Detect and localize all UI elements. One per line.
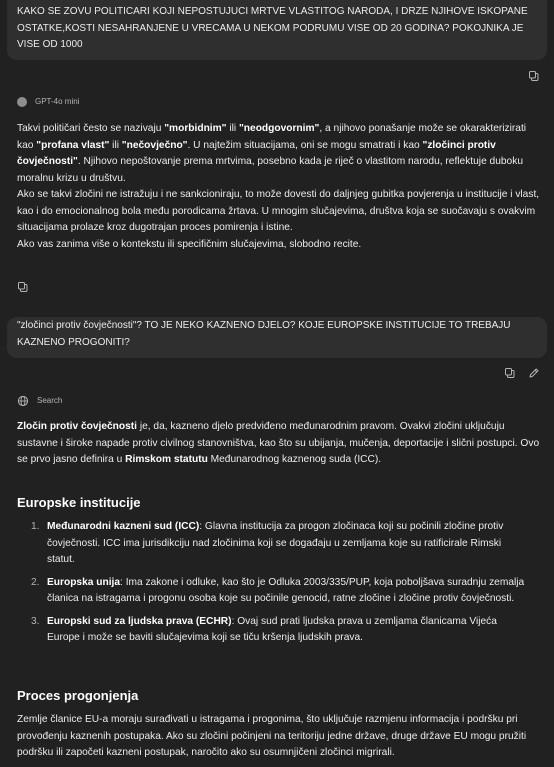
list-number: 1. (31, 521, 40, 532)
text-run: Međunarodnog kaznenog suda (ICC). (207, 454, 382, 465)
user-message-text: "zločinci protiv čovječnosti"? TO JE NEKO KAZNENO DJELO? KOJE EUROPSKE INSTITUCIJE TO TREBAJU KAZNENO PROGONITI? (17, 320, 511, 348)
answer-paragraph (17, 121, 543, 187)
answer-paragraph: Ako se takvi zločini ne istražuju i ne sankcioniraju, to može dovesti do daljnjeg gubitka povjerenja u institucije i vlast, kao i do emocionalnog bola među porodicama žrtava. U mnogim slučajevima, društva koja se suočavaju s ovakvim situacijama prolaze kroz dugotrajan proces pomirenja i istine. (17, 189, 540, 233)
bold-term: "nečovječno" (121, 139, 188, 151)
answer-paragraph: Ako vas zanima više o kontekstu ili specifičnim slučajevima, slobodno recite. (17, 238, 362, 250)
section-heading-institutions: Europske institucije (17, 495, 141, 510)
copy-icon[interactable] (504, 367, 516, 379)
user-message-bubble (7, 317, 547, 358)
globe-icon (17, 395, 29, 407)
bold-term: "morbidnim" (164, 123, 227, 134)
user-message-bubble (7, 0, 547, 60)
answer-paragraph: Zemlje članice EU-a moraju surađivati u istragama i progonima, što uključuje razmjenu informacija i podršku pri provođenju kaznenih postupaka. Ako su zločini počinjeni na teritoriju jedne države, druge države EU mogu pružiti podršku ili započeti kazneni postupak, naročito ako su osumnjičeni zločinci migrirali. (17, 714, 527, 758)
user-message-text: KAKO SE ZOVU POLITICARI KOJI NEPOSTUJUCI MRTVE VLASTITOG NARODA, I DRZE NJIHOVE ISKOPANE OSTATKE,KOSTI NESAHRANJENE U VRECAMA U NEKOM PODRUMU VISE OD 20 GODINA? POKOJNIKA JE VISE OD 1000 (17, 6, 528, 50)
model-label (17, 95, 79, 109)
institution-name: Međunarodni kazneni sud (ICC) (47, 521, 200, 532)
list-item (17, 519, 527, 569)
list-item (17, 575, 527, 608)
model-name: GPT-4o mini (35, 96, 80, 106)
institution-name: Europski sud za ljudska prava (ECHR) (47, 615, 232, 627)
assistant-answer-2 (17, 419, 543, 469)
institution-description: : Ovaj sud prati ljudska prava u zemljama članicama Vijeća Europe i može se baviti slučajevima koji se tiču kršenja ljudskih prava. (47, 615, 497, 643)
edit-icon[interactable] (528, 367, 540, 379)
bold-term: Rimskom statutu (125, 454, 208, 465)
text-run: Takvi političari često se nazivaju (17, 123, 165, 134)
institutions-list (17, 519, 527, 647)
section-heading-process: Proces progonjenja (17, 688, 139, 703)
search-label: Search (37, 396, 63, 405)
copy-icon[interactable] (528, 70, 540, 82)
text-run: . U najtežim situacijama, oni se mogu smatrati i kao (187, 139, 423, 151)
bold-term: "neodgovornim" (238, 123, 320, 134)
list-item (17, 614, 527, 647)
text-run: ili (226, 123, 239, 134)
institution-description: : Glavna institucija za progon zločinaca koji su počinili zločine protiv čovječnosti. ICC ima jurisdikciju nad zločinima koji se događaju u zemljama koje su ratificirale Rimski statut. (47, 521, 504, 565)
bold-term: Zločin protiv čovječnosti (17, 421, 138, 432)
text-run: je, da, kazneno djelo predviđeno međunarodnim pravom. Ovakvi zločini uključuju sustavne i široke napade protiv civilnog stanovništva, kao što su ubijanja, mučenja, deportacije i slični postupci. Ovo se prvo jasno definira u (17, 421, 540, 465)
list-number: 2. (31, 576, 40, 588)
process-text-block (17, 712, 543, 762)
institution-description: : Ima zakone i odluke, kao što je Odluka 2003/335/PUP, koja poboljšava suradnju zemalja članica na istragama i progonu osoba koje su počinile genocid, ratne zločine i zločine protiv čovječnosti. (47, 576, 525, 604)
assistant-answer-1 (17, 121, 543, 253)
text-run: . Njihovo nepoštovanje prema mrtvima, posebno kada je riječ o vlastitom narodu, reflektuje duboku moralnu krizu u društvu. (17, 156, 523, 184)
search-indicator[interactable] (17, 393, 62, 410)
answer-intro (17, 419, 543, 469)
model-avatar (17, 97, 27, 107)
list-number: 3. (31, 615, 40, 627)
text-run: , a njihovo ponašanje može se okarakterizirati kao (17, 123, 527, 151)
copy-icon[interactable] (17, 281, 29, 293)
bold-term: "zločinci protiv čovječnosti" (17, 139, 496, 167)
institution-name: Europska unija (47, 576, 121, 588)
text-run: ili (109, 139, 122, 151)
bold-term: "profana vlast" (36, 139, 110, 151)
